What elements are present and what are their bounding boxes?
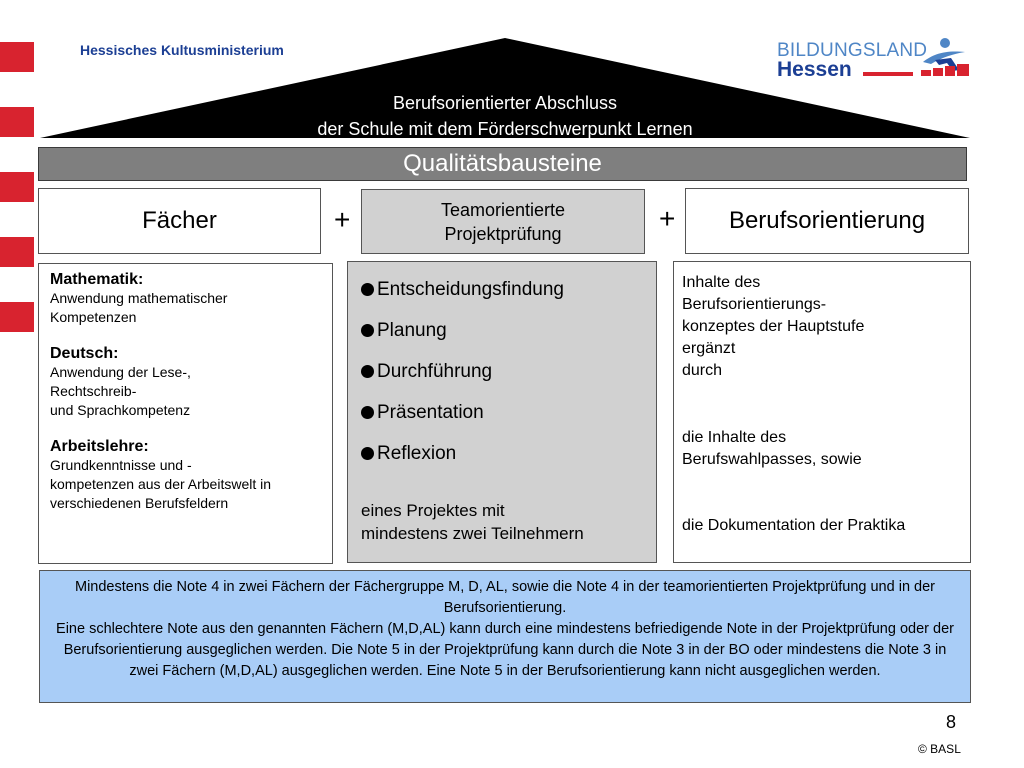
pillar-header-project-line1: Teamorientierte <box>440 199 566 220</box>
quality-bar: Qualitätsbausteine <box>38 147 967 181</box>
project-bullet-text: Präsentation <box>377 402 484 423</box>
subject-item <box>50 344 321 420</box>
plus-sign: + <box>659 203 676 234</box>
project-bullet-text: Durchführung <box>377 361 493 382</box>
project-bullet-text: Entscheidungsfindung <box>377 279 564 300</box>
subject-heading: Mathematik: <box>50 271 144 288</box>
orientation-text-block: die Inhalte des Berufswahlpasses, sowie <box>682 429 862 468</box>
project-bullet <box>361 360 643 383</box>
grading-note-line: Eine schlechtere Note aus den genannten Fächern (M,D,AL) kann durch eine mindestens befriedigende Note in der Projektprüfung oder der Berufsorientierung ausgeglichen werden. Die Note 5 in der Projektprüfung kann durch die Note 3 in der BO oder mindestens die Note 3 in zwei Fächern (M,D,AL) ausgeglichen werden. Eine Note 5 in der Berufsorientierung kann nicht ausgeglichen werden. <box>56 621 954 679</box>
project-bullet <box>361 442 643 465</box>
project-bullet-text: Reflexion <box>377 443 457 464</box>
subject-description: Anwendung mathematischer Kompetenzen <box>50 290 228 325</box>
bullet-dot-icon <box>361 365 374 378</box>
pillar-header-project-line2: Projektprüfung <box>444 223 562 244</box>
project-bullet <box>361 401 643 424</box>
project-bullet <box>361 278 643 301</box>
subject-heading: Arbeitslehre: <box>50 438 149 455</box>
page-number: 8 <box>946 712 957 732</box>
ministry-name: Hessisches Kultusministerium <box>80 42 284 58</box>
roof-title-line1: Berufsorientierter Abschluss <box>392 93 618 113</box>
roof-title-line2: der Schule mit dem Förderschwerpunkt Lernen <box>317 119 693 139</box>
subject-item <box>50 437 321 513</box>
bullet-dot-icon <box>361 324 374 337</box>
orientation-text-block: die Dokumentation der Praktika <box>682 517 906 534</box>
pillar-header-project <box>361 189 645 254</box>
subject-description: Grundkenntnisse und - kompetenzen aus der Arbeitswelt in verschiedenen Berufsfeldern <box>50 457 272 511</box>
orientation-text-block: Inhalte des Berufsorientierungs- konzeptes der Hauptstufe ergänzt durch <box>682 274 865 379</box>
subjects-panel <box>38 263 333 564</box>
plus-sign: + <box>334 204 351 235</box>
project-bullet <box>361 319 643 342</box>
grading-note-line: Mindestens die Note 4 in zwei Fächern der Fächergruppe M, D, AL, sowie die Note 4 in der teamorientierten Projektprüfung und in der Berufsorientierung. <box>75 579 935 616</box>
pillar-header-orientation-label: Berufsorientierung <box>728 207 926 234</box>
bullet-dot-icon <box>361 406 374 419</box>
logo-text-line1: BILDUNGSLAND <box>777 40 928 61</box>
red-accent-bar <box>0 172 34 202</box>
red-accent-bar <box>0 107 34 137</box>
grading-note <box>39 570 971 703</box>
bullet-dot-icon <box>361 447 374 460</box>
subject-heading: Deutsch: <box>50 345 119 362</box>
red-accent-bar <box>0 237 34 267</box>
project-footer: eines Projektes mit mindestens zwei Teilnehmern <box>361 501 584 543</box>
project-bullet-text: Planung <box>377 320 447 341</box>
pillar-header-orientation <box>685 188 969 254</box>
subject-description: Anwendung der Lese-, Rechtschreib- und Sprachkompetenz <box>50 364 191 418</box>
logo-text-line2: Hessen <box>777 58 852 81</box>
project-panel <box>347 261 657 563</box>
bullet-dot-icon <box>361 283 374 296</box>
pillar-header-subjects <box>38 188 321 254</box>
subject-item <box>50 270 321 327</box>
red-accent-bar <box>0 302 34 332</box>
copyright: © BASL <box>918 742 961 756</box>
pillar-header-subjects-label: Fächer <box>142 207 217 234</box>
orientation-panel <box>673 261 971 563</box>
red-accent-bar <box>0 42 34 72</box>
